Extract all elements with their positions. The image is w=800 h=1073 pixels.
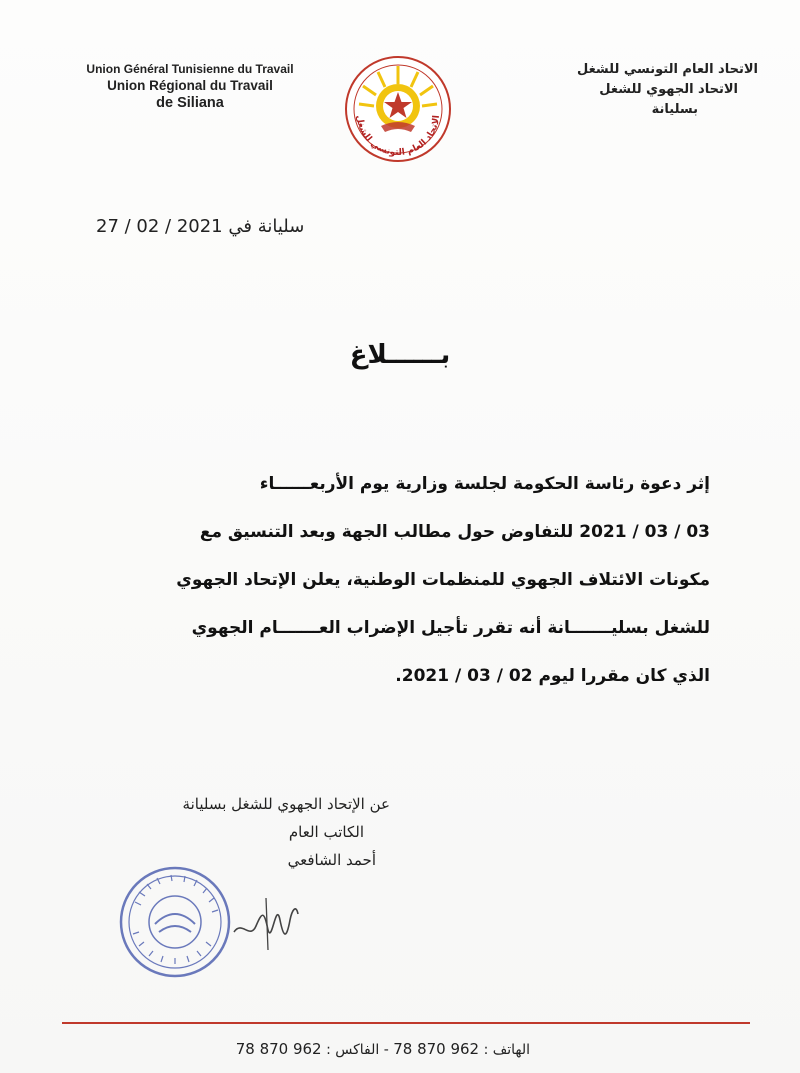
footer-separator: - — [383, 1042, 389, 1058]
body-line2: 03 / 03 / 2021 للتفاوض حول مطالب الجهة وبعد التنسيق مع — [199, 522, 710, 542]
body-line5: الذي كان مقررا ليوم 02 / 03 / 2021. — [395, 666, 710, 686]
document-date — [96, 216, 356, 237]
header-french — [60, 62, 320, 113]
signature-role: الكاتب العام — [288, 823, 364, 841]
header-ar-line1: الاتحاد العام التونسي للشغل — [576, 62, 758, 77]
header-fr-line1: Union Général Tunisienne du Travail — [86, 62, 294, 76]
official-stamp-icon — [115, 862, 235, 982]
handwritten-signature-icon — [228, 880, 308, 960]
signature-name: أحمد الشافعي — [287, 851, 376, 869]
phone-number: 78 870 962 — [393, 1040, 480, 1058]
svg-text:الاتحاد العام التونسي للشغل: الاتحاد العام التونسي للشغل — [353, 114, 442, 159]
footer-divider — [62, 1022, 750, 1024]
header-fr-line3: de Siliana — [156, 95, 224, 111]
ugtt-emblem-icon — [343, 54, 453, 164]
header-fr-line2: Union Régional du Travail — [107, 78, 273, 93]
body-line1: إثر دعوة رئاسة الحكومة لجلسة وزارية يوم الأربعــــــاء — [259, 474, 710, 494]
footer-contact — [150, 1040, 530, 1058]
header-ar-line2: الاتحاد الجهوي للشغل — [599, 82, 738, 97]
document-title: بــــــلاغ — [349, 340, 451, 370]
date-value: 27 / 02 / 2021 — [96, 216, 223, 237]
header-arabic — [498, 60, 758, 120]
body-line3: مكونات الائتلاف الجهوي للمنظمات الوطنية، يعلن الإتحاد الجهوي — [176, 570, 710, 590]
phone-label: الهاتف : — [483, 1042, 530, 1058]
fax-number: 78 870 962 — [235, 1040, 322, 1058]
header-ar-line3: بسليانة — [651, 102, 698, 117]
date-prefix: سليانة في — [228, 216, 305, 237]
signature-org: عن الإتحاد الجهوي للشغل بسليانة — [182, 795, 390, 813]
document-body — [90, 460, 710, 700]
body-line4: للشغل بسليـــــــانة أنه تقرر تأجيل الإضراب العـــــــام الجهوي — [191, 618, 710, 638]
fax-label: الفاكس : — [326, 1042, 380, 1058]
